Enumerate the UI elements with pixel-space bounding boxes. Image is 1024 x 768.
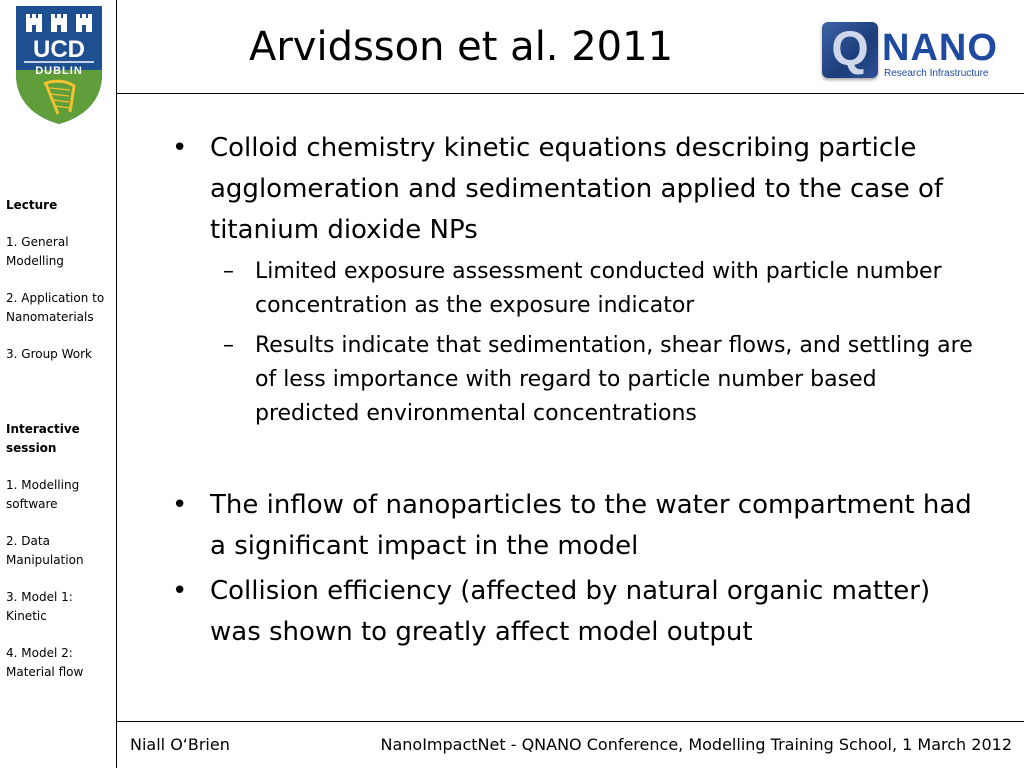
sub-bullet-results: – Results indicate that sedimentation, shear flows, and settling are of less importance with regard to particle number based predicted environmental concentrations — [170, 329, 980, 431]
slide-body — [170, 128, 980, 653]
sidebar-item-model-kinetic[interactable]: 3. Model 1: Kinetic — [6, 590, 73, 623]
qnano-badge — [822, 22, 878, 78]
sidebar-nav — [6, 196, 114, 682]
bullet-collision-efficiency: • Collision efficiency (affected by natural organic matter) was shown to greatly affect model output — [170, 571, 980, 653]
qnano-tagline: Research Infrastructure — [884, 68, 989, 79]
qnano-logo — [822, 22, 1002, 82]
ucd-dublin-logo — [14, 4, 104, 126]
dublin-text: DUBLIN — [35, 65, 83, 77]
footer-divider — [116, 721, 1024, 722]
bullet-inflow-nanoparticles: • The inflow of nanoparticles to the water compartment had a significant impact in the model — [170, 485, 980, 567]
sidebar-heading-lecture[interactable]: Lecture — [6, 198, 58, 212]
title-underline — [116, 93, 1024, 94]
qnano-wordmark: NANO — [882, 27, 998, 69]
qnano-letter: Q — [831, 23, 869, 76]
bullet-colloid-chemistry: • Colloid chemistry kinetic equations describing particle agglomeration and sedimentation applied to the case of titanium dioxide NPs — [170, 128, 980, 251]
sidebar-item-application-nanomaterials[interactable]: 2. Application to Nanomaterials — [6, 291, 105, 324]
sidebar-item-modelling-software[interactable]: 1. Modelling software — [6, 478, 80, 511]
ucd-text: UCD — [33, 36, 85, 63]
sidebar-item-model-material-flow[interactable]: 4. Model 2: Material flow — [6, 646, 84, 679]
sidebar-item-data-manipulation[interactable]: 2. Data Manipulation — [6, 534, 84, 567]
slide-title: Arvidsson et al. 2011 — [248, 24, 674, 70]
sidebar-heading-interactive[interactable]: Interactive session — [6, 422, 80, 455]
footer-author: Niall O‘Brien — [130, 735, 230, 754]
sub-bullet-exposure-assessment: – Limited exposure assessment conducted with particle number concentration as the exposure indicator — [170, 255, 980, 323]
sidebar-item-group-work[interactable]: 3. Group Work — [6, 347, 92, 361]
footer-event: NanoImpactNet - QNANO Conference, Modelling Training School, 1 March 2012 — [380, 735, 1012, 754]
sidebar-divider — [116, 0, 117, 768]
sidebar-item-general-modelling[interactable]: 1. General Modelling — [6, 235, 69, 268]
